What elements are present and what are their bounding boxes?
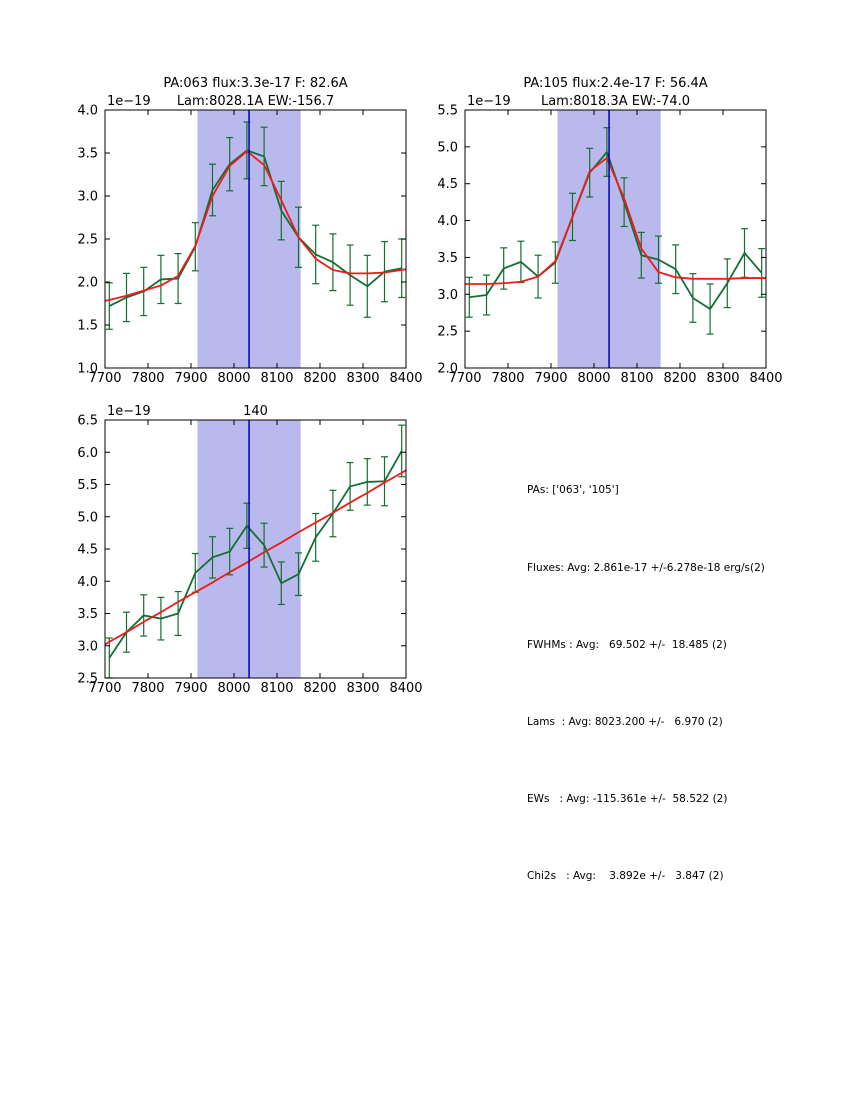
x-tick-label: 8000 <box>217 371 251 386</box>
x-tick-label: 8300 <box>706 371 740 386</box>
chart-title: 140 <box>243 404 268 419</box>
x-tick-label: 7800 <box>131 681 165 696</box>
y-tick-label: 3.5 <box>77 607 98 622</box>
y-tick-label: 2.5 <box>77 671 98 687</box>
x-tick-label: 8000 <box>217 681 251 696</box>
stats-line-fwhms: FWHMs : Avg: 69.502 +/- 18.485 (2) <box>527 638 727 651</box>
stats-line-lams: Lams : Avg: 8023.200 +/- 6.970 (2) <box>527 715 723 728</box>
y-tick-label: 4.0 <box>77 574 98 590</box>
y-tick-label: 5.5 <box>437 103 458 119</box>
x-tick-label: 8200 <box>303 681 337 696</box>
x-tick-label: 7700 <box>88 371 122 386</box>
x-tick-label: 8300 <box>346 681 380 696</box>
stats-panel <box>527 427 765 941</box>
chart-title: Lam:8018.3A EW:-74.0 <box>540 94 691 109</box>
axis-offset-label: 1e−19 <box>107 94 151 109</box>
x-tick-label: 8400 <box>389 681 423 696</box>
y-tick-label: 2.0 <box>77 275 98 291</box>
stats-line-pas: PAs: ['063', '105'] <box>527 484 619 497</box>
stats-line-ews: EWs : Avg: -115.361e +/- 58.522 (2) <box>527 792 728 805</box>
y-tick-label: 5.0 <box>437 140 458 156</box>
chart-pa063 <box>20 55 430 395</box>
x-tick-label: 7900 <box>174 681 208 696</box>
y-tick-label: 4.0 <box>77 103 98 119</box>
y-tick-label: 3.5 <box>77 146 98 162</box>
x-tick-label: 7700 <box>88 681 122 696</box>
x-tick-label: 7800 <box>131 371 165 386</box>
x-tick-label: 8200 <box>303 371 337 386</box>
chart-pa105 <box>380 55 790 395</box>
x-tick-label: 8300 <box>346 371 380 386</box>
y-tick-label: 2.5 <box>437 324 458 340</box>
stats-line-fluxes: Fluxes: Avg: 2.861e-17 +/-6.278e-18 erg/s(2) <box>527 561 765 574</box>
x-tick-label: 8400 <box>389 371 423 386</box>
chart-title: Lam:8028.1A EW:-156.7 <box>176 94 335 109</box>
y-tick-label: 6.5 <box>77 413 98 429</box>
y-tick-label: 3.0 <box>77 189 98 205</box>
y-tick-label: 1.0 <box>77 361 98 377</box>
y-tick-label: 4.5 <box>77 542 98 558</box>
stats-line-chi2s: Chi2s : Avg: 3.892e +/- 3.847 (2) <box>527 869 724 882</box>
axis-offset-label: 1e−19 <box>467 94 511 109</box>
y-tick-label: 6.0 <box>77 445 98 461</box>
axis-offset-label: 1e−19 <box>107 404 151 419</box>
y-tick-label: 4.0 <box>437 214 458 230</box>
y-tick-label: 3.0 <box>77 639 98 655</box>
x-tick-label: 8100 <box>620 371 654 386</box>
x-tick-label: 7800 <box>491 371 525 386</box>
chart-title: PA:105 flux:2.4e-17 F: 56.4A <box>523 76 708 91</box>
x-tick-label: 8400 <box>749 371 783 386</box>
chart-title: PA:063 flux:3.3e-17 F: 82.6A <box>163 76 348 91</box>
x-tick-label: 8100 <box>260 371 294 386</box>
y-tick-label: 3.5 <box>437 250 458 266</box>
y-tick-label: 1.5 <box>77 318 98 334</box>
y-tick-label: 2.0 <box>437 361 458 377</box>
y-tick-label: 3.0 <box>437 287 458 303</box>
x-tick-label: 8100 <box>260 681 294 696</box>
x-tick-label: 7900 <box>174 371 208 386</box>
x-tick-label: 8200 <box>663 371 697 386</box>
x-tick-label: 8000 <box>577 371 611 386</box>
y-tick-label: 4.5 <box>437 177 458 193</box>
y-tick-label: 5.5 <box>77 478 98 493</box>
x-tick-label: 7700 <box>448 371 482 386</box>
y-tick-label: 2.5 <box>77 232 98 248</box>
chart-140 <box>20 365 430 705</box>
x-tick-label: 7900 <box>534 371 568 386</box>
y-tick-label: 5.0 <box>77 510 98 526</box>
